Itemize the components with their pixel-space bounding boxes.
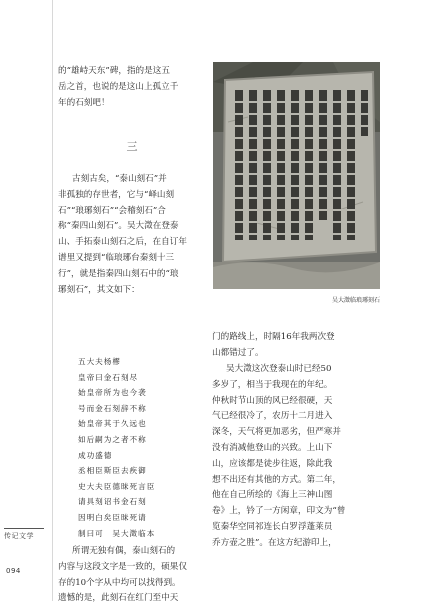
text-line: 仲秋时节山顶的风已经很硬，天 [212,395,333,406]
photo-caption: 吴大澂临琅琊刻石 [331,297,380,304]
text-line: 遗憾的是，此刻石在红门至中天 [58,593,179,604]
inscription-line: 如后嗣为之者不称 [78,434,147,444]
text-line: 所谓无独有偶，泰山刻石的 [72,546,176,556]
text-line: 多岁了，相当于我现在的年纪。 [212,379,333,390]
text-line: 非孤独的存世者，它与“峄山刻 [58,189,175,200]
section-number: 三 [126,140,138,153]
stone-rubbing-image [213,62,380,289]
text-line: 乔方壶之胜”。在这方纪游印上， [212,537,337,548]
paragraph-missed [212,330,380,362]
paragraph-opening [58,64,206,111]
text-line: 气已经很冷了，农历十二月进入 [212,411,333,422]
text-line: 山，应该都是徒步往返，除此我 [212,458,333,469]
page-margin [0,0,53,601]
inscription-line: 始皇帝其于久远也 [78,419,147,429]
page-number: 094 [6,567,21,575]
inscription-line: 制曰可 吴大澂临本 [78,528,156,538]
inscription-line: 号而金石刻辞不称 [78,403,147,413]
paragraph-stone-inscriptions [58,172,206,298]
text-line: 想不出还有其他的方式。第二年， [212,474,341,485]
inscription-line: 成功盛德 [78,450,113,460]
text-line: 山、手拓泰山刻石之后，在自订年 [58,237,187,248]
text-line: 深冬，天气将更加恶劣，但严寒并 [212,427,341,438]
text-line: 琊刻石”，其文如下： [58,284,140,295]
paragraph-wu-dacheng-climb [212,362,380,552]
text-line: 古刻古矣，“泰山刻石”并 [72,174,167,184]
text-line: 年的石刻吧！ [58,97,110,108]
text-line: 行”，就是指秦四山刻石中的“琅 [58,268,179,279]
inscription-line: 皇帝曰金石刻尽 [78,372,139,382]
inscription-line: 请具刻诏书金石刻 [78,497,147,507]
paragraph-comparison [58,544,206,607]
inscription-line: 始皇帝所为也今袭 [78,388,147,398]
text-line: 存的10个字从中均可以找得到。 [58,577,181,588]
text-line: 览秦华空同祁连长白罗浮蓬莱员 [212,521,333,532]
stone-rubbing-photo [213,62,380,289]
text-line: 内容与这段文字是一致的，硕果仅 [58,561,187,572]
text-line: 他在自己所绘的《海上三神山图 [212,490,333,501]
text-line: 的“雄峙天东”碑，指的是这五 [58,66,170,76]
text-line: 没有消减他登山的兴致。上山下 [212,442,333,453]
text-line: 山都错过了。 [212,347,264,358]
inscription-line: 史大夫臣德昧死言臣 [78,481,156,491]
text-line: 门的路线上，时隔16年我两次登 [212,332,335,342]
inscription-line: 因明白矣臣昧死请 [78,512,147,522]
inscription-line: 五大夫杨樛 [78,357,121,366]
text-line: 石”“琅琊刻石”“会稽刻石”合 [58,205,166,216]
inscription-line: 丞相臣斯臣去疾御 [78,466,147,476]
text-line: 卷》上，钤了一方闲章，印文为“曾 [212,506,346,517]
inscription-text [78,354,206,541]
text-line: 岳之首，也说的是这山上孤立千 [58,81,179,92]
text-line: 吴大澂这次登泰山时已经50 [226,364,332,374]
text-line: 谱里又提到“临琅琊台秦刻十三 [58,252,175,263]
section-label: 传记文学 [4,528,44,541]
text-line: 称“秦四山刻石”。吴大澂在登泰 [58,221,179,232]
